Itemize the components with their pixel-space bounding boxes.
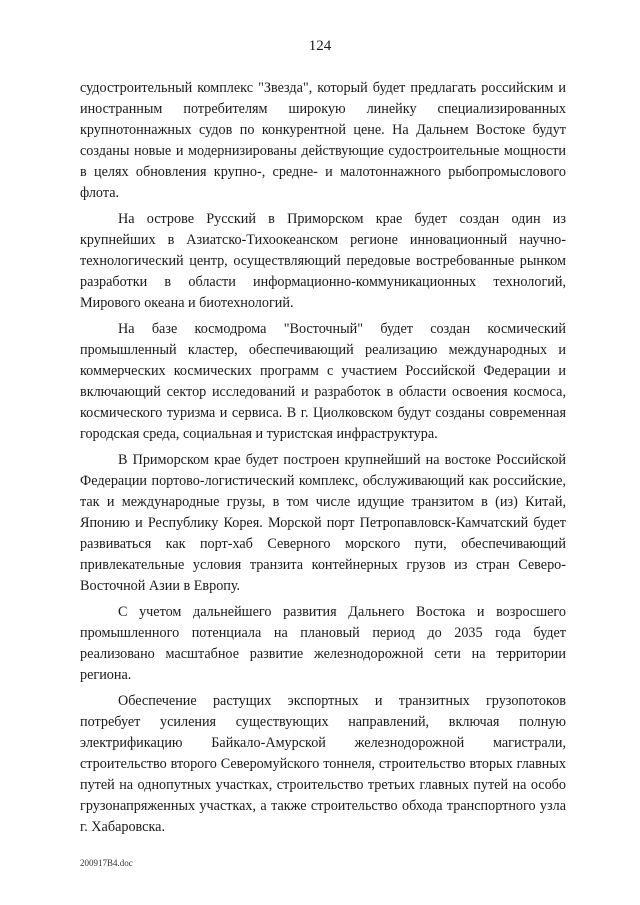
page-number: 124 xyxy=(308,38,332,54)
paragraph: судостроительный комплекс "Звезда", который будет предлагать российским и иностранным потребителям широкую линейку специализированных крупнотоннажных судов по конкурентной цене. На Дальнем Востоке будут созданы новые и модернизированы действующие судостроительные мощности в целях обновления крупно-, средне- и малотоннажного рыбопромыслового флота. xyxy=(80,80,566,201)
paragraph: С учетом дальнейшего развития Дальнего Востока и возросшего промышленного потенциала на плановый период до 2035 года будет реализовано масштабное развитие железнодорожной сети на территории региона. xyxy=(80,604,566,683)
paragraph: На базе космодрома "Восточный" будет создан космический промышленный кластер, обеспечивающий реализацию международных и коммерческих космических программ с участием Российской Федерации и включающий сектор исследований и разработок в области освоения космоса, космического туризма и сервиса. В г. Циолковском будут созданы современная городская среда, социальная и туристская инфраструктура. xyxy=(80,321,566,442)
paragraph: Обеспечение растущих экспортных и транзитных грузопотоков потребует усиления существующих направлений, включая полную электрификацию Байкало-Амурской железнодорожной магистрали, строительство второго Северомуйского тоннеля, строительство вторых главных путей на однопутных участках, строительство третьих главных путей на особо грузонапряженных участках, а также строительство обхода транспортного узла г. Хабаровска. xyxy=(80,693,566,835)
document-body xyxy=(80,78,566,843)
paragraph: В Приморском крае будет построен крупнейший на востоке Российской Федерации портово-логистический комплекс, обслуживающий как российские, так и международные грузы, в том числе идущие транзитом в (из) Китай, Японию и Республику Корея. Морской порт Петропавловск-Камчатский будет развиваться как порт-хаб Северного морского пути, обеспечивающий привлекательные условия транзита контейнерных грузов из стран Северо-Восточной Азии в Европу. xyxy=(80,452,566,594)
paragraph: На острове Русский в Приморском крае будет создан один из крупнейших в Азиатско-Тихоокеанском регионе инновационный научно-технологический центр, осуществляющий передовые востребованные рынком разработки в области информационно-коммуникационных технологий, Мирового океана и биотехнологий. xyxy=(80,211,566,311)
document-footer-filename: 200917B4.doc xyxy=(80,858,133,868)
